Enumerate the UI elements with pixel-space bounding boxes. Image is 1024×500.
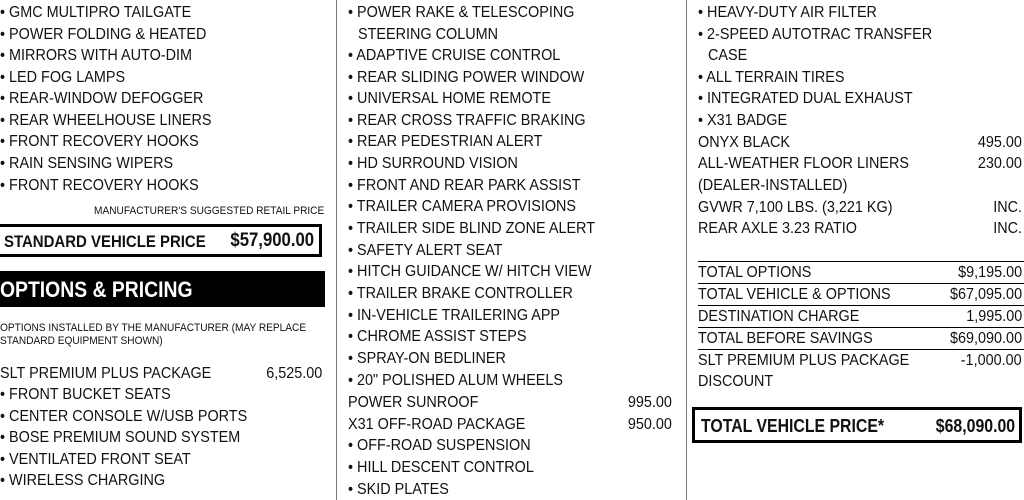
list-item: • INTEGRATED DUAL EXHAUST	[698, 90, 913, 107]
discount-label-continuation: DISCOUNT	[698, 373, 774, 390]
standard-price-label: STANDARD VEHICLE PRICE	[4, 232, 206, 251]
list-item: • SKID PLATES	[348, 481, 449, 498]
list-item: • OFF-ROAD SUSPENSION	[348, 437, 531, 454]
list-item: • 2-SPEED AUTOTRAC TRANSFER	[698, 26, 933, 43]
onyx-black-label: ONYX BLACK	[698, 134, 791, 151]
axle-ratio-value: INC.	[993, 220, 1022, 237]
totals-label: TOTAL BEFORE SAVINGS	[698, 330, 873, 347]
discount-value: -1,000.00	[961, 352, 1022, 369]
sunroof-label: POWER SUNROOF	[348, 394, 479, 411]
package-price: 6,525.00	[265, 365, 322, 382]
floor-liners-note: (DEALER-INSTALLED)	[698, 177, 848, 194]
options-heading-bar	[0, 271, 325, 307]
totals-row	[698, 328, 1024, 350]
totals-label: TOTAL VEHICLE & OPTIONS	[698, 286, 891, 303]
list-item: • CENTER CONSOLE W/USB PORTS	[0, 408, 248, 425]
list-item: • ALL TERRAIN TIRES	[698, 69, 845, 86]
list-item: • BOSE PREMIUM SOUND SYSTEM	[0, 429, 241, 446]
list-item: • REAR CROSS TRAFFIC BRAKING	[348, 112, 586, 129]
gvwr-label: GVWR 7,100 LBS. (3,221 KG)	[698, 199, 893, 216]
list-item: • REAR SLIDING POWER WINDOW	[348, 69, 585, 86]
options-heading: OPTIONS & PRICING	[0, 277, 193, 302]
list-item: • POWER FOLDING & HEATED	[0, 26, 207, 43]
list-item: • SPRAY-ON BEDLINER	[348, 350, 506, 367]
options-note: OPTIONS INSTALLED BY THE MANUFACTURER (MAY REPLACE	[0, 322, 307, 334]
standard-price-box	[0, 224, 322, 257]
options-note: STANDARD EQUIPMENT SHOWN)	[0, 335, 163, 347]
total-price-box	[692, 407, 1022, 443]
msrp-caption: MANUFACTURER'S SUGGESTED RETAIL PRICE	[93, 205, 324, 217]
discount-label: SLT PREMIUM PLUS PACKAGE	[698, 352, 910, 369]
list-item: • POWER RAKE & TELESCOPING	[348, 4, 575, 21]
column-standard-equipment	[0, 0, 330, 500]
column-divider-left	[336, 0, 337, 500]
list-item: • REAR WHEELHOUSE LINERS	[0, 112, 212, 129]
list-item: • 20" POLISHED ALUM WHEELS	[348, 372, 564, 389]
totals-value: $9,195.00	[957, 264, 1022, 281]
list-item: • VENTILATED FRONT SEAT	[0, 451, 191, 468]
total-price-label: TOTAL VEHICLE PRICE*	[701, 416, 885, 436]
list-item: • TRAILER CAMERA PROVISIONS	[348, 198, 577, 215]
list-item: • SAFETY ALERT SEAT	[348, 242, 503, 259]
gvwr-value: INC.	[993, 199, 1022, 216]
list-item-continuation: STEERING COLUMN	[358, 26, 499, 43]
list-item: • GMC MULTIPRO TAILGATE	[0, 4, 192, 21]
totals-row	[698, 306, 1024, 328]
column-divider-right	[686, 0, 687, 500]
list-item: • TRAILER BRAKE CONTROLLER	[348, 285, 573, 302]
totals-label: TOTAL OPTIONS	[698, 264, 812, 281]
totals-row	[698, 262, 1024, 284]
package-name: SLT PREMIUM PLUS PACKAGE	[0, 365, 212, 382]
list-item: • FRONT RECOVERY HOOKS	[0, 133, 199, 150]
list-item: • TRAILER SIDE BLIND ZONE ALERT	[348, 220, 595, 237]
list-item: • IN-VEHICLE TRAILERING APP	[348, 307, 561, 324]
totals-value: 1,995.00	[965, 308, 1022, 325]
list-item: • FRONT RECOVERY HOOKS	[0, 177, 199, 194]
list-item: • CHROME ASSIST STEPS	[348, 328, 527, 345]
list-item: • LED FOG LAMPS	[0, 69, 126, 86]
list-item: • HEAVY-DUTY AIR FILTER	[698, 4, 877, 21]
total-price-value: $68,090.00	[935, 416, 1015, 436]
list-item: • HITCH GUIDANCE W/ HITCH VIEW	[348, 263, 592, 280]
axle-ratio-label: REAR AXLE 3.23 RATIO	[698, 220, 858, 237]
onyx-black-price: 495.00	[977, 134, 1022, 151]
list-item: • X31 BADGE	[698, 112, 788, 129]
floor-liners-label: ALL-WEATHER FLOOR LINERS	[698, 155, 909, 172]
x31-package-price: 950.00	[627, 416, 672, 433]
list-item: • MIRRORS WITH AUTO-DIM	[0, 47, 192, 64]
totals-row	[698, 284, 1024, 306]
column-totals	[698, 0, 1024, 500]
list-item: • ADAPTIVE CRUISE CONTROL	[348, 47, 561, 64]
totals-value: $67,095.00	[949, 286, 1022, 303]
list-item: • REAR PEDESTRIAN ALERT	[348, 133, 543, 150]
sunroof-price: 995.00	[627, 394, 672, 411]
list-item: • FRONT BUCKET SEATS	[0, 386, 171, 403]
standard-price-value: $57,900.00	[230, 230, 314, 251]
list-item: • RAIN SENSING WIPERS	[0, 155, 174, 172]
x31-package-label: X31 OFF-ROAD PACKAGE	[348, 416, 526, 433]
list-item: • WIRELESS CHARGING	[0, 472, 166, 489]
list-item: • REAR-WINDOW DEFOGGER	[0, 90, 204, 107]
list-item-continuation: CASE	[708, 47, 748, 64]
list-item: • FRONT AND REAR PARK ASSIST	[348, 177, 581, 194]
list-item: • HILL DESCENT CONTROL	[348, 459, 534, 476]
list-item: • HD SURROUND VISION	[348, 155, 518, 172]
floor-liners-price: 230.00	[977, 155, 1022, 172]
totals-label: DESTINATION CHARGE	[698, 308, 860, 325]
totals-value: $69,090.00	[949, 330, 1022, 347]
column-package-features	[348, 0, 678, 500]
list-item: • UNIVERSAL HOME REMOTE	[348, 90, 551, 107]
